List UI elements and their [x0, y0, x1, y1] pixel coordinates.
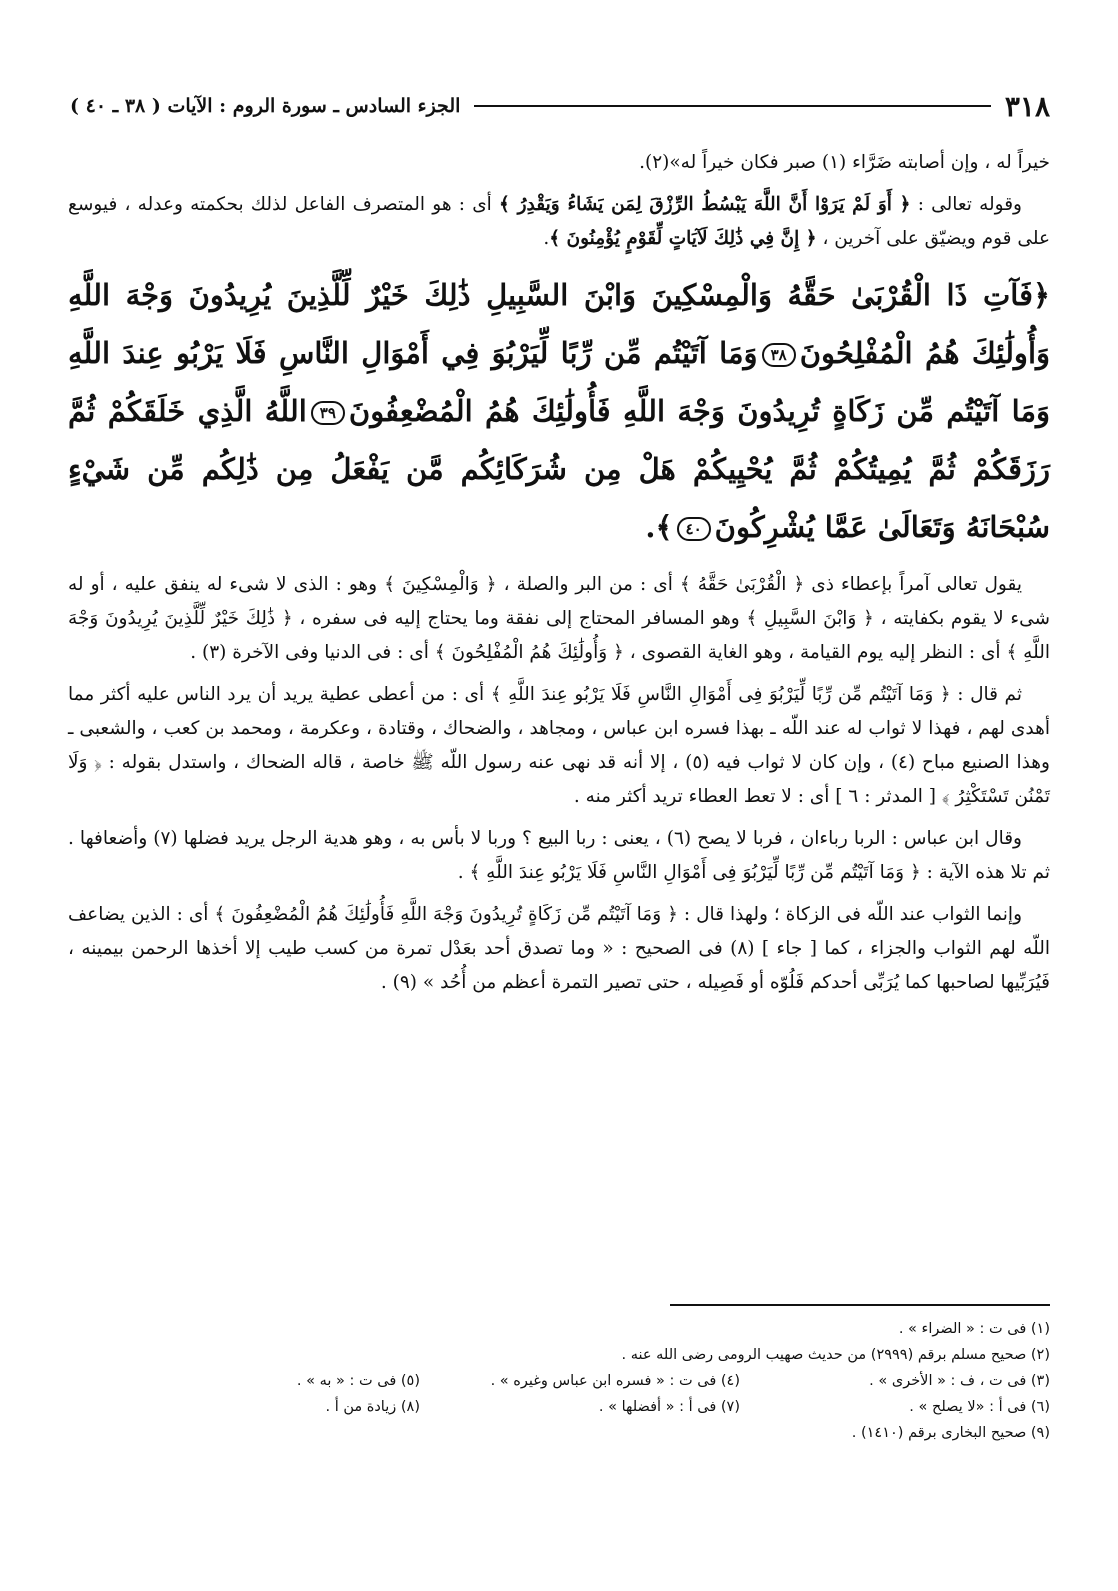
- footnote-3: (٣) فى ت ، ف : « الأخرى » .: [869, 1373, 1050, 1389]
- footnote-6: (٦) فى أ : «لا يصلح » .: [909, 1399, 1050, 1415]
- footnote-4: (٤) فى ت : « فسره ابن عباس وغيره » .: [490, 1373, 740, 1389]
- paragraph-3: يقول تعالى آمراً بإعطاء ذى ﴿ الْقُرْبَىٰ حَقَّهُ ﴾ أى : من البر والصلة ، ﴿ وَالْمِسْكِينَ ﴾ وهو : الذى لا شىء له ينفق عليه ، أو له شىء لا يقوم بكفايته ، ﴿ وَابْنَ السَّبِيلِ ﴾ وهو المسافر المحتاج إلى نفقة وما يحتاج إليه فى سفره ، ﴿ ذَٰلِكَ خَيْرٌ لِّلَّذِينَ يُرِيدُونَ وَجْهَ اللَّهِ ﴾ أى : النظر إليه يوم القيامة ، وهو الغاية القصوى ، ﴿ وَأُولَٰئِكَ هُمُ الْمُفْلِحُونَ ﴾ أى : فى الدنيا وفى الآخرة (٣) .: [68, 574, 1050, 663]
- verses-closing-bracket: ﴾.: [645, 510, 673, 544]
- paragraph-4: ثم قال : ﴿ وَمَا آتَيْتُم مِّن رِّبًا لِّيَرْبُوَ فِى أَمْوَالِ النَّاسِ فَلَا يَرْبُو عِندَ اللَّهِ ﴾ أى : من أعطى عطية يريد أن يرد الناس عليه أكثر مما أهدى لهم ، فهذا لا ثواب له عند اللّه ـ بهذا فسره ابن عباس ، ومجاهد ، والضحاك ، وقتادة ، وعكرمة ، ومحمد بن كعب ، والشعبى ـ وهذا الصنيع مباح (٤) ، وإن كان لا ثواب فيه (٥) ، إلا أنه قد نهى عنه رسول اللّه ﷺ خاصة ، قاله الضحاك ، واستدل بقوله : ﴿ وَلَا تَمْنُن تَسْتَكْثِرُ ﴾ [ المدثر : ٦ ] أى : لا تعط العطاء تريد أكثر منه .: [68, 684, 1050, 807]
- footnote-1: (١) فى ت : « الضراء » .: [898, 1321, 1050, 1337]
- paragraph-5: وقال ابن عباس : الربا رباءان ، فربا لا يصح (٦) ، يعنى : ربا البيع ؟ وربا لا بأس به ، وهو هدية الرجل يريد فضلها (٧) وأضعافها . ثم تلا هذه الآية : ﴿ وَمَا آتَيْتُم مِّن رِّبًا لِّيَرْبُوَ فِى أَمْوَالِ النَّاسِ فَلَا يَرْبُو عِندَ اللَّهِ ﴾ .: [68, 828, 1050, 883]
- paragraph-2-end: .: [543, 228, 550, 249]
- footnote-row: [150, 1420, 1050, 1446]
- footnote-5: (٥) فى ت : « به » .: [296, 1373, 420, 1389]
- paragraph-2-commentary: أى : هو المتصرف الفاعل لذلك بحكمته وعدله ، فيوسع على قوم ويضيّق على آخرين ،: [68, 194, 1050, 249]
- ayah-number-39: ٣٩: [311, 401, 345, 425]
- verse-40-text: اللَّهُ الَّذِي خَلَقَكُمْ ثُمَّ رَزَقَكُمْ ثُمَّ يُمِيتُكُمْ ثُمَّ يُحْيِيكُمْ هَلْ مِن شُرَكَائِكُم مَّن يَفْعَلُ مِن ذَٰلِكُم مِّن شَيْءٍ سُبْحَانَهُ وَتَعَالَىٰ عَمَّا يُشْرِكُونَ: [68, 394, 1050, 544]
- running-title: الجزء السادس ـ سورة الروم : الآيات ( ٣٨ ـ ٤٠ ): [70, 95, 461, 117]
- footnote-row: [150, 1368, 1050, 1394]
- footnote-8: (٨) زيادة من أ .: [325, 1399, 420, 1415]
- footnote-9: (٩) صحيح البخارى برقم (١٤١٠) .: [851, 1425, 1050, 1441]
- paragraph-1: خيراً له ، وإن أصابته ضَرَّاء (١) صبر فكان خيراً له»(٢).: [639, 152, 1050, 173]
- page-header: [70, 86, 1050, 126]
- verse-quote-1: ﴿ أَوَ لَمْ يَرَوْا أَنَّ اللَّهَ يَبْسُطُ الرِّزْقَ لِمَن يَشَاءُ وَيَقْدِرُ ﴾: [499, 194, 911, 215]
- footnote-row: [150, 1394, 1050, 1420]
- verse-38-text: ﴿فَآتِ ذَا الْقُرْبَىٰ حَقَّهُ وَالْمِسْكِينَ وَابْنَ السَّبِيلِ ذَٰلِكَ خَيْرٌ لِّلَّذِينَ يُرِيدُونَ وَجْهَ اللَّهِ وَأُولَٰئِكَ هُمُ الْمُفْلِحُونَ: [68, 278, 1051, 370]
- paragraph-6: وإنما الثواب عند اللّه فى الزكاة ؛ ولهذا قال : ﴿ وَمَا آتَيْتُم مِّن زَكَاةٍ تُرِيدُونَ وَجْهَ اللَّهِ فَأُولَٰئِكَ هُمُ الْمُضْعِفُونَ ﴾ أى : الذين يضاعف اللّه لهم الثواب والجزاء ، كما [ جاء ] (٨) فى الصحيح : « وما تصدق أحد بعَدْل تمرة من كسب طيب إلا أخذها الرحمن بيمينه ، فَيُرَبِّيها لصاحبها كما يُرَبِّى أحدكم فَلُوّه أو فَصِيله ، حتى تصير التمرة أعظم من أُحُد » (٩) .: [68, 904, 1050, 993]
- ayah-number-40: ٤٠: [677, 517, 711, 541]
- paragraph-2: [68, 188, 1050, 256]
- footnote-2: (٢) صحيح مسلم برقم (٢٩٩٩) من حديث صهيب الرومى رضى الله عنه .: [621, 1347, 1050, 1363]
- paragraph-2-intro: وقوله تعالى :: [910, 194, 1022, 215]
- verse-39-text: وَمَا آتَيْتُم مِّن رِّبًا لِّيَرْبُوَ فِي أَمْوَالِ النَّاسِ فَلَا يَرْبُو عِندَ اللَّهِ وَمَا آتَيْتُم مِّن زَكَاةٍ تُرِيدُونَ وَجْهَ اللَّهِ فَأُولَٰئِكَ هُمُ الْمُضْعِفُونَ: [68, 336, 1050, 428]
- verse-quote-2: ﴿ إِنَّ فِي ذَٰلِكَ لَآيَاتٍ لِّقَوْمٍ يُؤْمِنُونَ ﴾: [549, 228, 817, 249]
- header-rule: [474, 105, 990, 107]
- footnote-separator: [670, 1304, 1050, 1306]
- ayah-number-38: ٣٨: [762, 343, 796, 367]
- footnote-row: [150, 1342, 1050, 1368]
- main-text: [68, 146, 1050, 1000]
- quran-verses-block: [68, 266, 1050, 556]
- footnote-row: [150, 1316, 1050, 1342]
- footnotes: [150, 1316, 1050, 1446]
- footnote-7: (٧) فى أ : « أفضلها » .: [598, 1399, 740, 1415]
- page-number: ٣١٨: [1004, 89, 1050, 123]
